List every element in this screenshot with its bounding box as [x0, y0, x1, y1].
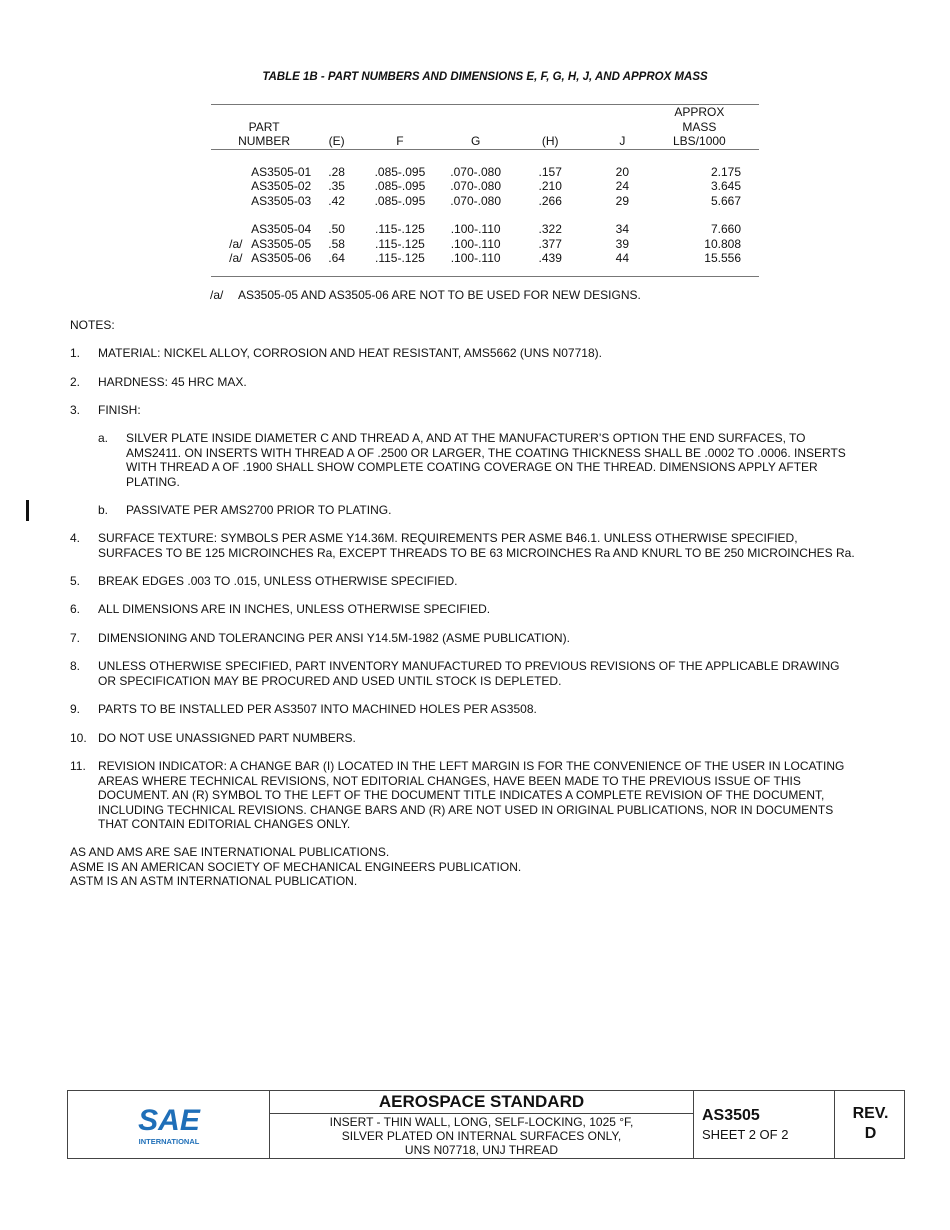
document-number: AS3505 [702, 1107, 760, 1124]
part-number: AS3505-02 [251, 179, 312, 193]
header-f: F [362, 105, 438, 149]
header-h: (H) [514, 105, 587, 149]
header-g: G [438, 105, 514, 149]
footnote-tag: /a/ [210, 288, 224, 302]
header-j: J [587, 105, 658, 149]
publication-line: ASTM IS AN ASTM INTERNATIONAL PUBLICATION. [70, 874, 358, 888]
header-part-number: PART NUMBER [211, 105, 311, 149]
part-number: AS3505-06 [251, 251, 312, 265]
logo-subtext: INTERNATIONAL [138, 1137, 200, 1146]
revision-label: REV. [852, 1105, 889, 1122]
footnote-text: AS3505-05 AND AS3505-06 ARE NOT TO BE USED FOR NEW DESIGNS. [238, 288, 641, 302]
document-cell [694, 1091, 835, 1158]
header-mass: APPROX MASS LBS/1000 [658, 105, 759, 149]
logo-cell [68, 1091, 270, 1158]
standard-title: AEROSPACE STANDARD [270, 1091, 693, 1114]
table-row: AS3505-03 .42 .085-.095 .070-.080 .266 29 5.667 [251, 193, 741, 208]
part-number: AS3505-04 [251, 222, 312, 236]
sae-logo [136, 1102, 202, 1148]
table-row: AS3505-04 .50 .115-.125 .100-.110 .322 34 7.660 [251, 222, 741, 236]
header-e: (E) [311, 105, 362, 149]
standard-description: INSERT - THIN WALL, LONG, SELF-LOCKING, 1025 °F, SILVER PLATED ON INTERNAL SURFACES ONLY, UNS N07718, UNJ THREAD [329, 1115, 634, 1157]
table-row: AS3505-01 .28 .085-.095 .070-.080 .157 20 2.175 [251, 164, 741, 179]
notes-title: NOTES: [70, 318, 115, 332]
sheet-number: SHEET 2 OF 2 [702, 1127, 789, 1142]
table-header-row [211, 105, 759, 149]
parts-table [211, 104, 759, 277]
title-cell [270, 1091, 694, 1158]
revision-cell [835, 1091, 906, 1158]
revision-value: D [864, 1125, 877, 1142]
publication-line: AS AND AMS ARE SAE INTERNATIONAL PUBLICATIONS. [70, 845, 390, 859]
table-footnote [210, 288, 641, 302]
change-bar [26, 500, 29, 521]
publication-line: ASME IS AN AMERICAN SOCIETY OF MECHANICAL ENGINEERS PUBLICATION. [70, 859, 522, 874]
table-row: /a/ AS3505-06 .64 .115-.125 .100-.110 .439 44 15.556 [229, 251, 741, 265]
revision [835, 1104, 906, 1144]
part-number: AS3505-01 [251, 164, 312, 179]
table-title: TABLE 1B - PART NUMBERS AND DIMENSIONS E, F, G, H, J, AND APPROX MASS [262, 71, 708, 83]
logo-text: SAE [138, 1104, 200, 1137]
title-block [67, 1090, 905, 1159]
part-number: AS3505-03 [251, 193, 312, 208]
table-row: /a/ AS3505-05 .58 .115-.125 .100-.110 .377 39 10.808 [229, 236, 741, 251]
table-row: AS3505-02 .35 .085-.095 .070-.080 .210 24 3.645 [251, 179, 741, 193]
publications [70, 845, 910, 889]
part-number: AS3505-05 [251, 236, 312, 251]
